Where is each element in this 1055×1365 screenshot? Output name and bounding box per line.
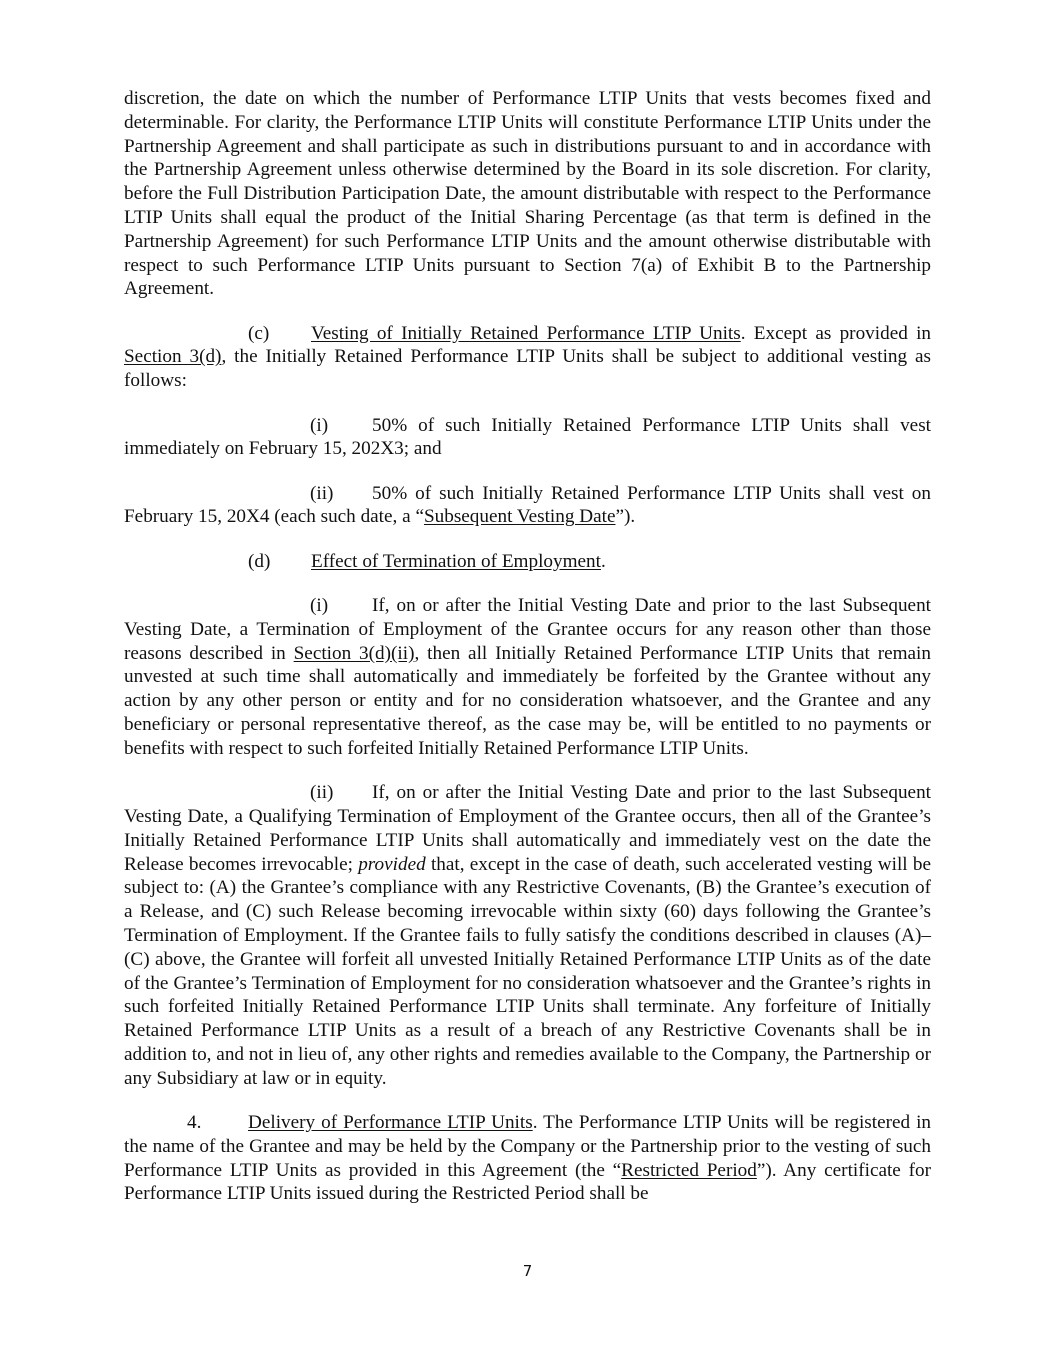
cross-reference: Section 3(d) <box>124 346 222 368</box>
section-text: , the Initially Retained Performance LTIP Units shall be subject to additional vesting as follows: <box>124 346 931 392</box>
section-label: 4. <box>187 1111 202 1133</box>
section-3d-ii <box>124 781 931 1090</box>
clause-text: If, on or after the Initial Vesting Date and prior to the last Subsequent Vesting Date, a Termination of Employment of the Grantee occurs for any reason other than those reasons described in <box>124 595 931 664</box>
section-heading: Vesting of Initially Retained Performance LTIP Units <box>311 322 741 344</box>
cross-reference: Section 3(d)(ii) <box>293 642 415 664</box>
section-text: . <box>600 550 606 572</box>
section-3c-ii <box>124 482 931 530</box>
section-4 <box>124 1111 931 1206</box>
page-number: 7 <box>522 1262 533 1280</box>
defined-term: Restricted Period <box>621 1159 757 1181</box>
section-text: . The Performance LTIP Units will be registered in the name of the Grantee and may be held by the Company or the Partnership prior to the vesting of such Performance LTIP Units as provided in this Agreement (the “ <box>124 1111 931 1181</box>
clause-text: , then all Initially Retained Performance LTIP Units that remain unvested at such time shall automatically and immediately be forfeited by the Grantee without any action by any other person or entity and for no consideration whatsoever, and the Grantee and any beneficiary or personal representative thereof, as the case may be, will be entitled to no payments or benefits with respect to such forfeited Initially Retained Performance LTIP Units. <box>124 642 931 759</box>
clause-label: (i) <box>310 414 329 436</box>
section-label: (d) <box>248 550 271 572</box>
clause-text: 50% of such Initially Retained Performance LTIP Units shall vest immediately on February 15, 202X3; and <box>124 414 931 460</box>
section-heading: Delivery of Performance LTIP Units <box>248 1111 533 1133</box>
clause-text: 50% of such Initially Retained Performance LTIP Units shall vest on February 15, 20X4 (each such date, a “ <box>124 482 931 528</box>
section-3c-i <box>124 414 931 462</box>
clause-text: ”). <box>615 506 636 528</box>
section-3c <box>124 322 931 393</box>
clause-label: (i) <box>310 595 329 617</box>
clause-text: that, except in the case of death, such accelerated vesting will be subject to: (A) the Grantee’s compliance with any Restrictive Covenants, (B) the Grantee’s execution of a Release, and (C) such Release becoming irrevocable within sixty (60) days following the Grantee’s Termination of Employment. If the Grantee fails to fully satisfy the conditions described in clauses (A)–(C) above, the Grantee will forfeit all unvested Initially Retained Performance LTIP Units as of the date of the Grantee’s Termination of Employment for no consideration whatsoever and the Grantee’s rights in such forfeited Initially Retained Performance LTIP Units shall terminate. Any forfeiture of Initially Retained Performance LTIP Units as a result of a breach of any Restrictive Covenants shall be in addition to, and not in lieu of, any other rights and remedies available to the Company, the Partnership or any Subsidiary at law or in equity. <box>124 853 931 1089</box>
paragraph-text: discretion, the date on which the number of Performance LTIP Units that vests becomes fixed and determinable. For clarity, the Performance LTIP Units will constitute Performance LTIP Units under the Partnership Agreement and shall participate as such in distributions pursuant to and in accordance with the Partnership Agreement unless otherwise determined by the Board in its sole discretion. For clarity, before the Full Distribution Participation Date, the amount distributable with respect to the Performance LTIP Units shall equal the product of the Initial Sharing Percentage (as that term is defined in the Partnership Agreement) for such Performance LTIP Units and the amount otherwise distributable with respect to such Performance LTIP Units pursuant to Section 7(a) of Exhibit B to the Partnership Agreement. <box>124 88 931 300</box>
section-3d <box>124 550 931 574</box>
page-body <box>124 87 931 1206</box>
emphasized-term: provided <box>358 853 426 875</box>
section-text: . Except as provided in <box>740 322 931 344</box>
defined-term: Subsequent Vesting Date <box>423 506 616 528</box>
clause-label: (ii) <box>310 482 334 504</box>
section-text: ”). Any certificate for Performance LTIP Units issued during the Restricted Period shall be <box>124 1159 931 1205</box>
section-label: (c) <box>248 322 270 344</box>
section-heading: Effect of Termination of Employment <box>311 550 601 572</box>
section-3d-i <box>124 594 931 761</box>
paragraph-continued <box>124 87 931 301</box>
clause-text: If, on or after the Initial Vesting Date and prior to the last Subsequent Vesting Date, a Qualifying Termination of Employment of the Grantee occurs, then all of the Grantee’s Initially Retained Performance LTIP Units shall automatically and immediately vest on the date the Release becomes irrevocable; <box>124 782 931 875</box>
clause-label: (ii) <box>310 782 334 804</box>
